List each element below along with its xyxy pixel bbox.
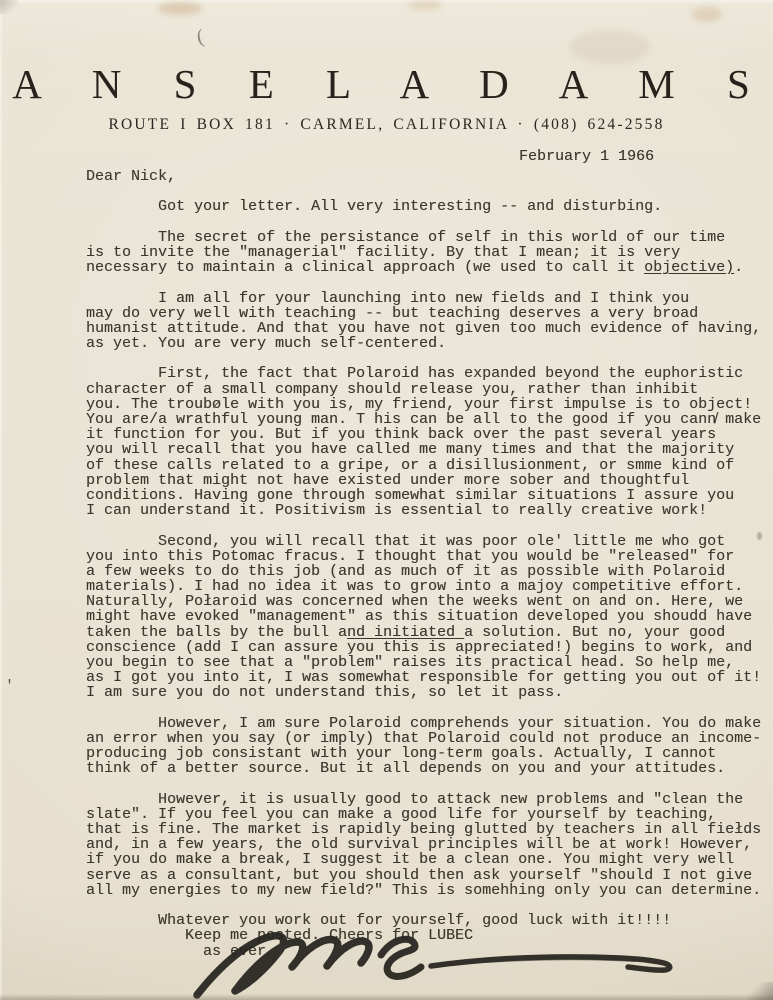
letter-line: an error when you say (or imply) that Polaroid could not produce an income- (86, 729, 762, 747)
paper-edge-left (0, 0, 3, 1000)
letter-line: Keep me posted. Cheers for LUBEC (86, 927, 474, 945)
letter-line: that is fine. The market is rapidly being glutted by teachers in all fiełds (86, 821, 762, 839)
paper-edge-top (0, 0, 773, 4)
pencil-mark: ( (194, 25, 206, 49)
letter-line (86, 518, 773, 533)
paper-stain (158, 2, 202, 15)
letter-line (86, 215, 773, 230)
letter-line: I can understand it. Positivism is essential to really creative work! (86, 502, 708, 520)
letter-line: you will recall that you have called me many times and that the majority (86, 441, 735, 459)
letter-line: you. The troubøle with you is, my friend, your first impulse is to object! (86, 395, 753, 413)
letter-line: However, I am sure Polaroid comprehends your situation. You do make (86, 714, 762, 732)
letter-line: problem that might not have existed under more sober and thoughtful (86, 471, 690, 489)
letter-line (86, 275, 773, 290)
margin-pen-mark: ' (5, 678, 15, 695)
letter-line: conscience (add I can assure you this is appreciated!) begins to work, and (86, 638, 753, 656)
letter-line: all my energies to my new field?" This is somehhing only you can determine. (86, 881, 762, 899)
letter-line: of these calls related to a gripe, or a disillusionment, or smme kind of (86, 456, 735, 474)
letter-line: serve as a consultant, but you should then ask yourself "should I not give (86, 866, 753, 884)
paper-corner-shadow (0, 0, 18, 14)
letter-line: if you do make a break, I suggest it be a clean one. You might very well (86, 851, 735, 869)
letter-line: it function for you. But if you think back over the past several years (86, 426, 717, 444)
letterhead-address: ROUTE I BOX 181 · CARMEL, CALIFORNIA · (408) 624-2558 (108, 116, 665, 133)
letter-body (86, 169, 773, 959)
letter-line: as yet. You are very much self-centered. (86, 335, 447, 353)
letter-line: Second, you will recall that it was poor ole' little me who got (86, 532, 726, 550)
letter-line: you begin to see that a "problem" raises its practical head. So help me, (86, 654, 735, 671)
letter-line: Dear Nick, (86, 168, 177, 185)
letter-line: Naturally, Połaroid was concerned when the weeks went on and on. Here, we (86, 593, 744, 611)
paper-stain (692, 7, 722, 22)
letter-line (86, 777, 773, 792)
paper-stain (408, 0, 442, 10)
letter-line: a few weeks to do this job (and as much of it as possible with Polaroid (86, 562, 726, 580)
letter-line: might have evoked "management" as this situation developed you shoudd have (86, 608, 753, 626)
letter-line: Got your letter. All very interesting -- and disturbing. (86, 198, 663, 216)
letter-line: The secret of the persistance of self in this world of our time (86, 228, 726, 246)
paper-stain (570, 30, 650, 64)
letter-line: as I got you into it, I was somewhat responsible for getting you out of it! (86, 669, 762, 687)
letter-line: However, it is usually good to attack new problems and "clean the (86, 790, 744, 808)
letter-line: and, in a few years, the old survival principles will be at work! However, (86, 836, 753, 854)
letter-line: humanist attitude. And that you have not given too much evidence of having, (86, 319, 762, 337)
letter-line: may do very well with teaching -- but teaching deserves a very broad (86, 304, 699, 322)
date-line: February 1 1966 (519, 148, 655, 165)
letterhead-name: A N S E L A D A M S (12, 61, 761, 107)
letter-line: taken the balls by the bull and initiated a solution. But no, your good (86, 623, 726, 641)
letter-line: think of a better source. But it all depends on you and your attitudes. (86, 760, 726, 778)
letter-line: necessary to maintain a clinical approach (we used to call it objective). (86, 259, 744, 277)
letter-line: I am all for your launching into new fields and I think you (86, 289, 690, 307)
letter-line (86, 351, 773, 366)
letter-line: First, the fact that Polaroid has expanded beyond the euphoristic (86, 365, 744, 383)
letter-line: Whatever you work out for yourself, good luck with it!!!! (86, 912, 672, 930)
letter-line: as ever (86, 942, 267, 960)
letter-line (86, 184, 773, 199)
letter-line: You are/a wrathful young man. T his can be all to the good if you cann̸ make (86, 411, 762, 428)
letter-line: I am sure you do not understand this, so let it pass. (86, 684, 564, 702)
letter-line: producing job consistant with your long-term goals. Actually, I cannot (86, 745, 717, 763)
letter-line: materials). I had no idea it was to grow into a majoy competitive effort. (86, 578, 744, 596)
letter-line: character of a small company should release you, rather than inhibit (86, 380, 699, 398)
letter-line: slate". If you feel you can make a good life for yourself by teaching, (86, 805, 717, 823)
letter-line (86, 898, 773, 913)
signature-scrawl (185, 925, 705, 999)
letter-line: conditions. Having gone through somewhat similar situations I assure you (86, 486, 735, 504)
paper-edge-bottom (0, 994, 773, 1000)
letter-line: is to invite the "managerial" facility. By that I mean; it is very (86, 243, 681, 261)
letter-line: you into this Potomac fracus. I thought that you would be "released" for (86, 547, 735, 565)
letter-line (86, 701, 773, 716)
